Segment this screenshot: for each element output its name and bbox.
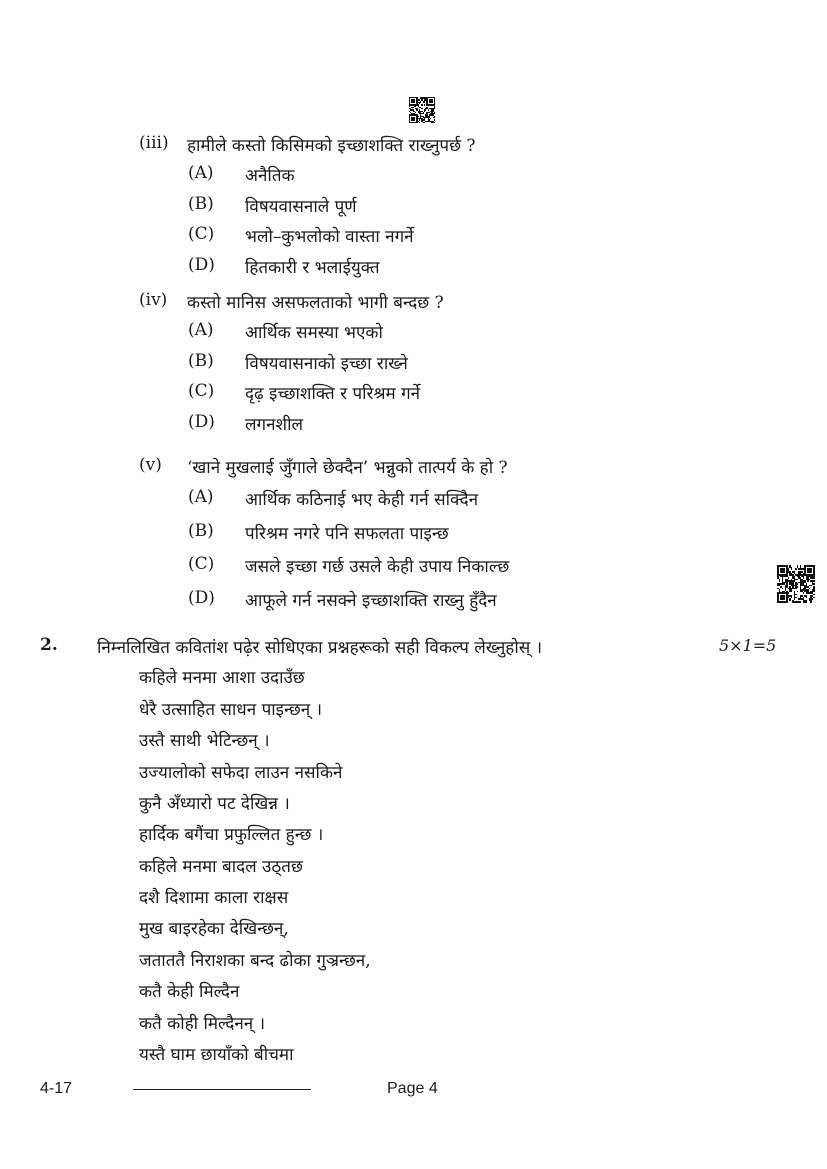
option-label: (C) [188,381,215,401]
qr-code-top [409,97,435,123]
option-text: आर्थिक समस्या भएको [245,323,383,343]
option-label: (D) [188,412,215,432]
qr-code-side [777,565,815,603]
question-instruction: निम्नलिखित कवितांश पढ़ेर सोधिएका प्रश्नहरूको सही विकल्प लेख्नुहोस् । [97,638,543,658]
option-label: (A) [188,487,214,507]
poem-line: उस्तै साथी भेटिन्छन् । [139,731,270,751]
question-number: (iii) [139,133,169,153]
option-label: (B) [188,521,214,541]
option-label: (B) [188,351,214,371]
question-text: कस्तो मानिस असफलताको भागी बन्दछ ? [187,293,444,313]
footer-paper-code: 4-17 [40,1080,73,1097]
option-text: भलो–कुभलोको वास्ता नगर्ने [245,227,414,247]
marks-label: 5×1=5 [719,636,777,655]
option-text: विषयवासनाले पूर्ण [245,197,357,217]
poem-line: कतै केही मिल्दैन [139,982,240,1002]
poem-line: मुख बाइरहेका देखिन्छन्, [139,919,289,939]
option-label: (C) [188,224,215,244]
option-text: आर्थिक कठिनाई भए केही गर्न सक्दिैन [245,490,479,510]
poem-line: दशै दिशामा काला राक्षस [139,888,289,908]
option-label: (B) [188,194,214,214]
poem-line: धेरै उत्साहित साधन पाइन्छन् । [139,700,323,720]
footer-page-number: Page 4 [387,1080,438,1097]
option-text: आफूले गर्न नसक्ने इच्छाशक्ति राख्नु हुँदैन [245,591,497,611]
option-label: (A) [188,163,214,183]
option-label: (D) [188,588,215,608]
option-text: विषयवासनाको इच्छा राख्ने [245,354,408,374]
poem-line: हार्दिक बगैंचा प्रफुल्लित हुन्छ । [139,825,324,845]
option-text: दृढ़ इच्छाशक्ति र परिश्रम गर्ने [245,384,421,404]
question-number: (v) [139,455,162,475]
poem-line: कहिले मनमा बादल उठ्तछ [139,857,303,877]
poem-line: यस्तै घाम छायाँको बीचमा [139,1045,294,1065]
option-label: (D) [188,255,215,275]
option-text: परिश्रम नगरे पनि सफलता पाइन्छ [245,524,449,544]
option-text: लगनशील [245,415,304,435]
footer-rule [133,1089,311,1090]
poem-line: कहिले मनमा आशा उदाउँछ [139,668,305,688]
poem-line: कतै कोही मिल्दैनन् । [139,1014,266,1034]
question-text: हामीले कस्तो किसिमको इच्छाशक्ति राख्नुपर्छ ? [187,136,476,156]
poem-line: कुनै अँध्यारो पट देखिन्न । [139,794,290,814]
option-label: (A) [188,320,214,340]
question-number: 2. [40,635,58,655]
poem-line: उज्यालोको सफेदा लाउन नसकिने [139,763,343,783]
question-number: (iv) [139,290,168,310]
option-text: हितकारी र भलाईयुक्त [245,258,380,278]
poem-line: जताततै निराशका बन्द ढोका गुञ्रन्छन, [139,951,371,971]
option-text: जसले इच्छा गर्छ उसले केही उपाय निकाल्छ [245,557,510,577]
question-text: ‘खाने मुखलाई जुँगाले छेक्दैन’ भन्नुको तात्पर्य के हो ? [187,458,508,478]
option-label: (C) [188,554,215,574]
option-text: अनैतिक [245,166,295,186]
